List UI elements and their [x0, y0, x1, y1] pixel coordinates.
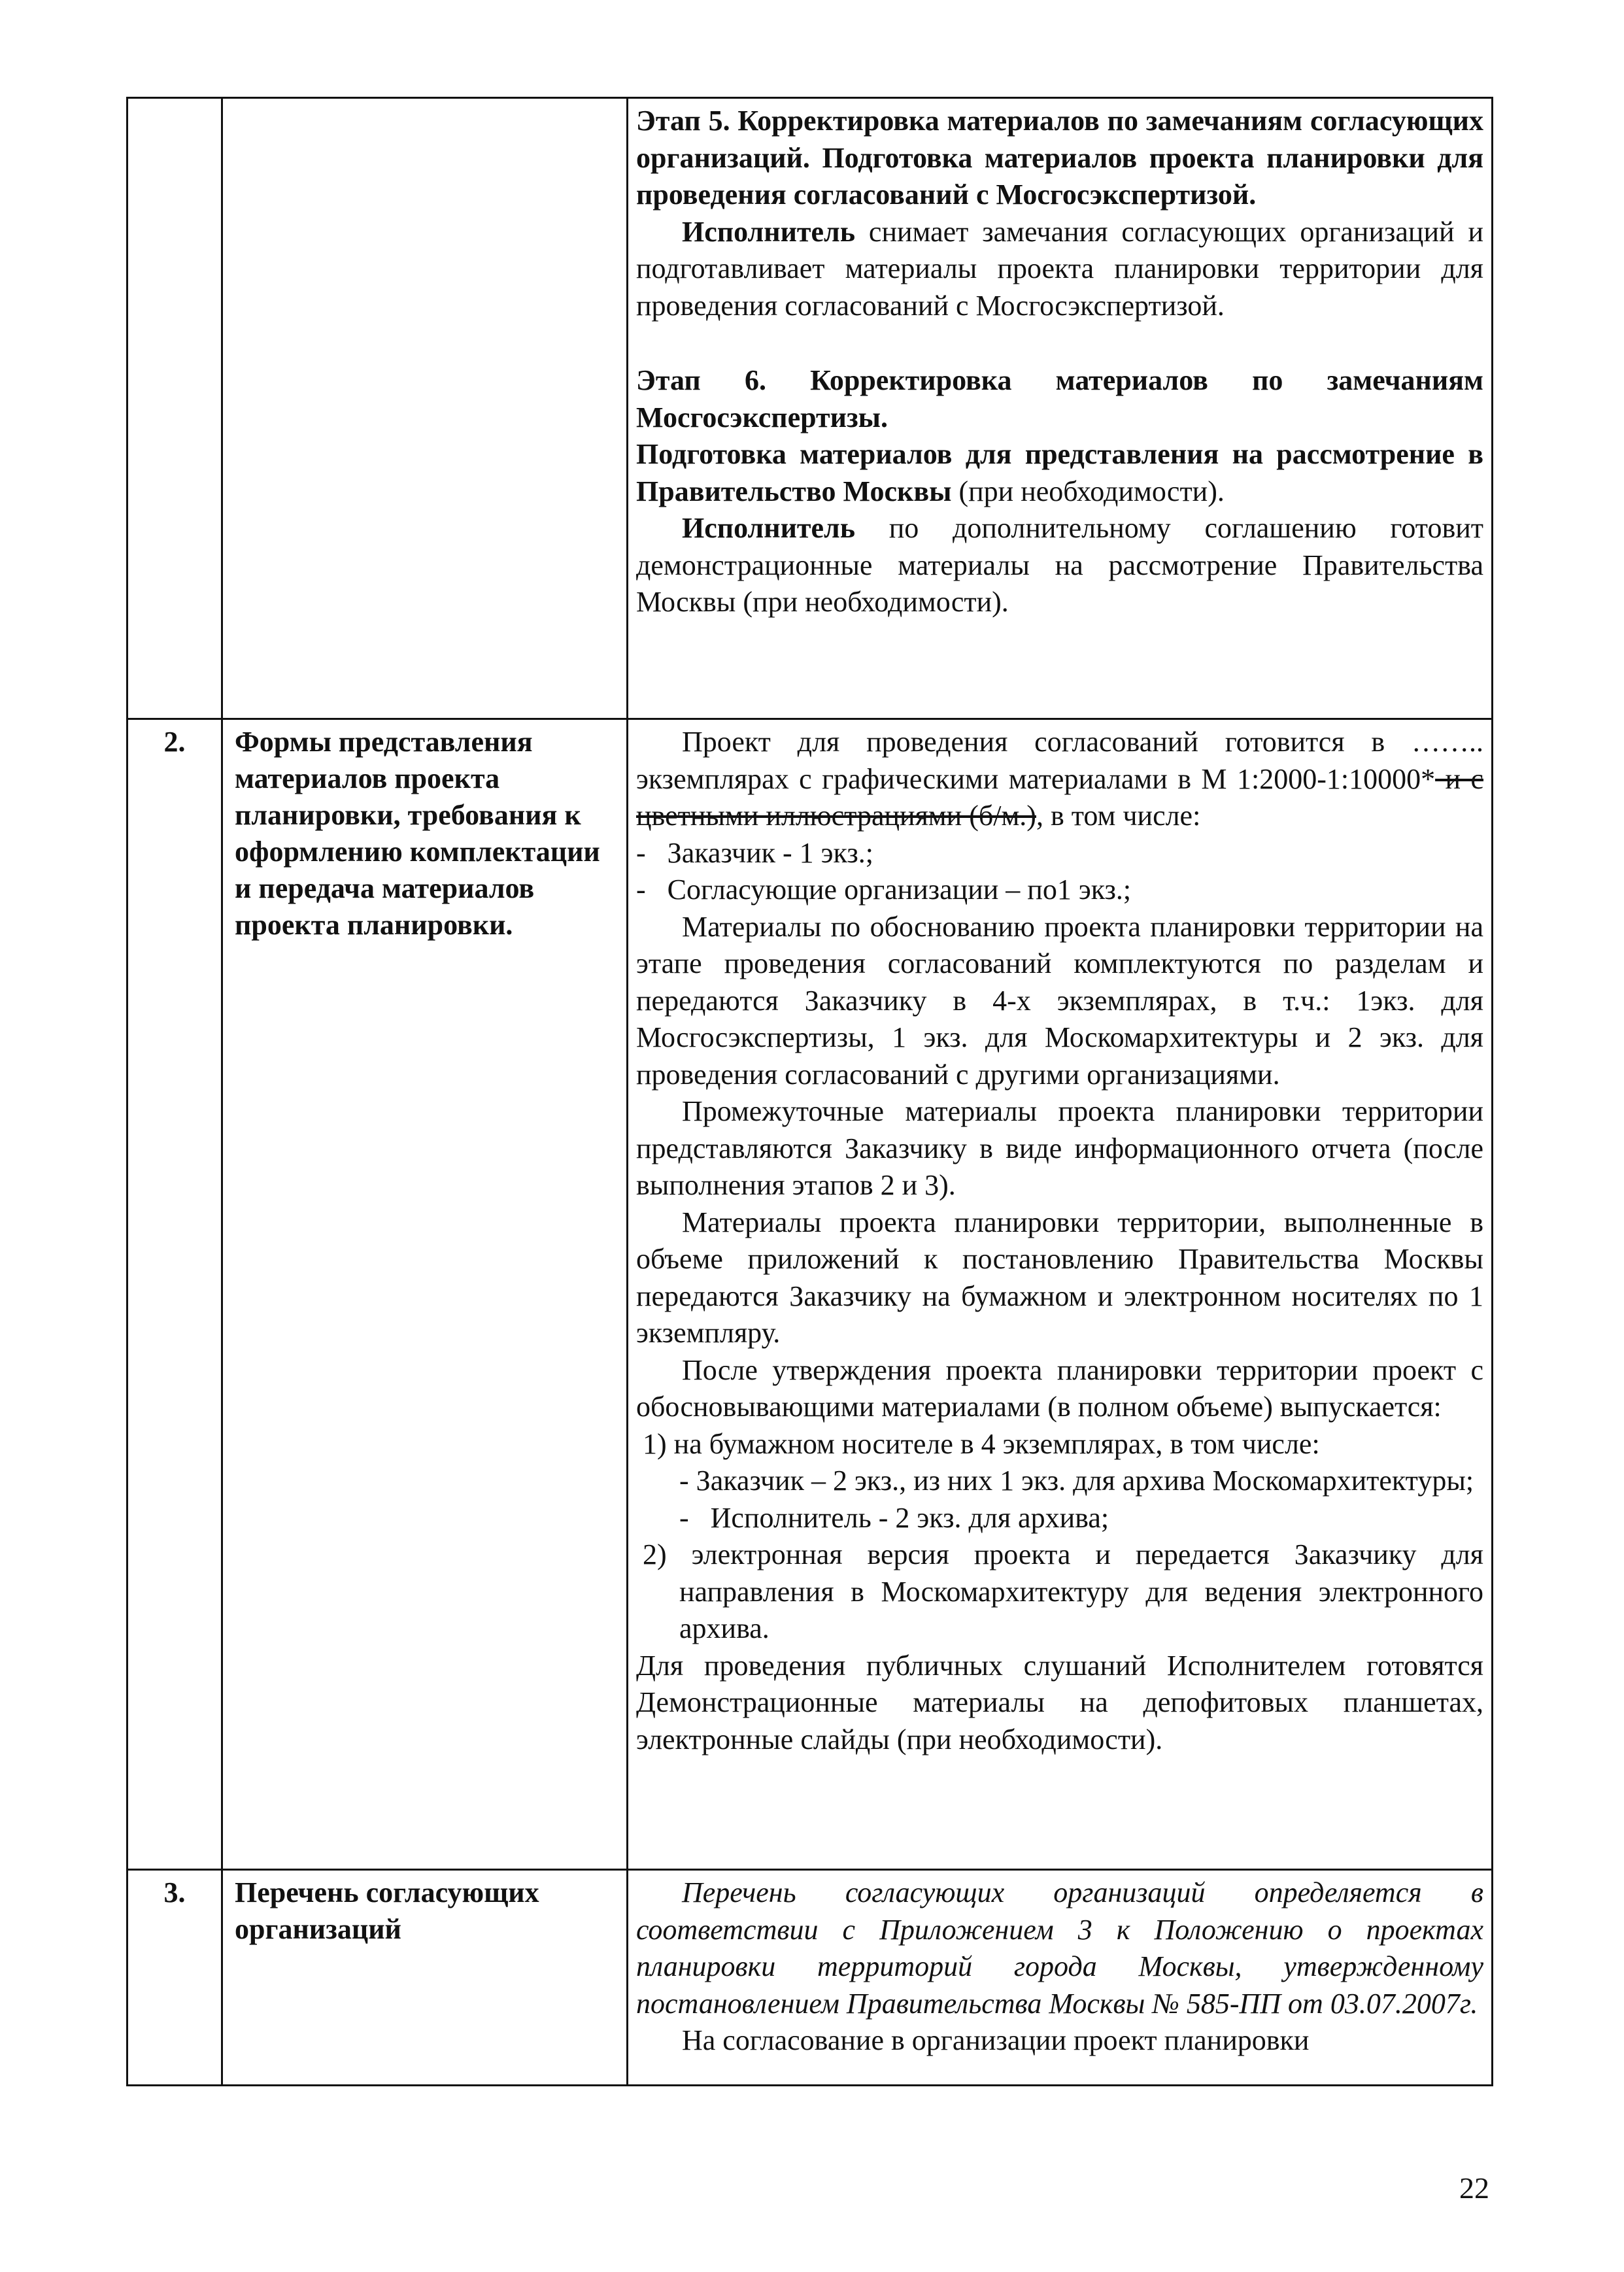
appendix-paragraph: Материалы проекта планировки территории, выполненные в объеме приложений к постановлению Правительства Москвы передаются Заказчику на бумажном и электронном носителях по 1 экземпляру. [636, 1206, 1483, 1349]
copies-text: Проект для проведения согласований готовится в …….. экземплярах с графическими материалами в М 1:2000-1:10000* [636, 726, 1483, 795]
approval-paragraph: После утверждения проекта планировки территории проект с обосновывающими материалами (в полном объеме) выпускается: [636, 1353, 1483, 1423]
stage6-subtitle [636, 436, 1483, 510]
organizations-paragraph: Перечень согласующих организаций определяется в соответствии с Приложением 3 к Положению о проектах планировки территорий города Москвы, утвержденному постановлением Правительства Москвы № 585-ПП от 03.07.2007г. [636, 1876, 1483, 2020]
table-row [127, 98, 1493, 719]
stage6-body-text: по дополнительному соглашению готовит демонстрационные материалы на рассмотрение Правительства Москвы (при необходимости). [636, 512, 1483, 618]
row-name: Перечень согласующих организаций [222, 1870, 628, 2086]
requirements-table [126, 97, 1493, 2086]
stage5-body-text: снимает замечания согласующих организаций и подготавливает материалы проекта планировки территории для проведения согласований с Мосгосэкспертизой. [636, 215, 1483, 322]
list-item: 2) электронная версия проекта и передается Заказчику для направления в Москомархитектуру для ведения электронного архива. [643, 1538, 1483, 1644]
page-number: 22 [1459, 2171, 1489, 2205]
stage6-subtitle-normal: (при необходимости). [951, 475, 1225, 507]
stage5-title: Этап 5. Корректировка материалов по замечаниям согласующих организаций. Подготовка материалов проекта планировки для проведения согласований с Мосгосэкспертизой. [636, 105, 1483, 211]
row-name: Формы представления материалов проекта планировки, требования к оформлению комплектации и передача материалов проекта планировки. [222, 719, 628, 1870]
row-content [628, 98, 1493, 719]
row-content [628, 1870, 1493, 2086]
executor-label: Исполнитель [682, 215, 856, 248]
list-item: 1) на бумажном носителе в 4 экземплярах, в том числе: [643, 1427, 1320, 1460]
approval-start-paragraph: На согласование в организации проект планировки [682, 2024, 1310, 2056]
table-row [127, 1870, 1493, 2086]
stage5-body [636, 214, 1483, 325]
table-row [127, 719, 1493, 1870]
row-name [222, 98, 628, 719]
intermediate-paragraph: Промежуточные материалы проекта планировки территории представляются Заказчику в виде информационного отчета (после выполнения этапов 2 и 3). [636, 1095, 1483, 1201]
stage6-title: Этап 6. Корректировка материалов по замечаниям Мосгосэкспертизы. [636, 364, 1483, 433]
materials-paragraph: Материалы по обоснованию проекта планировки территории на этапе проведения согласований комплектуются по разделам и передаются Заказчику в 4-х экземплярах, в т.ч.: 1экз. для Мосгосэкспертизы, 1 экз. для Москомархитектуры и 2 экз. для проведения согласований с другими организациями. [636, 910, 1483, 1091]
list-item: - Согласующие организации – по1 экз.; [636, 873, 1132, 906]
list-item: - Заказчик - 1 экз.; [636, 836, 873, 869]
row-number: 2. [127, 719, 222, 1870]
copies-text-end: , в том числе: [1036, 800, 1201, 832]
stage6-body [636, 510, 1483, 621]
row-content [628, 719, 1493, 1870]
executor-label: Исполнитель [682, 512, 856, 544]
list-item: - Заказчик – 2 экз., из них 1 экз. для архива Москомархитектуры; [679, 1465, 1474, 1497]
stage6-subtitle-bold: Подготовка материалов для представления на рассмотрение в Правительство Москвы [636, 438, 1483, 507]
hearings-paragraph: Для проведения публичных слушаний Исполнителем готовятся Демонстрационные материалы на депофитовых планшетах, электронные слайды (при необходимости). [636, 1649, 1483, 1755]
list-item: - Исполнитель - 2 экз. для архива; [679, 1501, 1109, 1534]
row-number: 3. [127, 1870, 222, 2086]
struck-text: и с цветными иллюстрациями (б/м.) [636, 762, 1484, 832]
row-number [127, 98, 222, 719]
copies-paragraph [636, 724, 1483, 835]
